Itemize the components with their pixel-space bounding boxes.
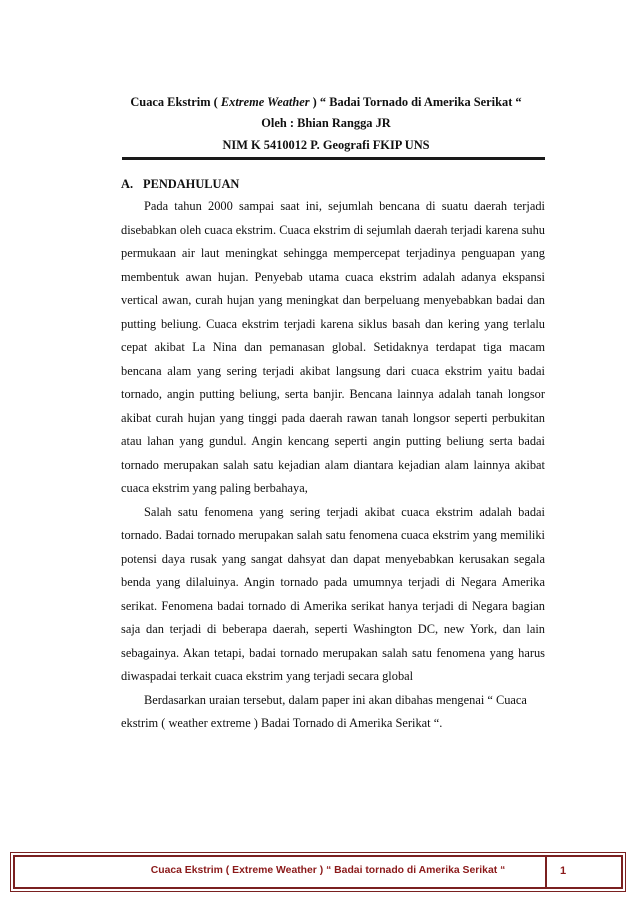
section-body (121, 195, 545, 736)
nim-line: NIM K 5410012 P. Geografi FKIP UNS (222, 138, 430, 152)
paragraph-1: Pada tahun 2000 sampai saat ini, sejumlah bencana di suatu daerah terjadi disebabkan oleh cuaca ekstrim. Cuaca ekstrim di sejumlah daerah terjadi karena suhu permukaan air laut meningkat sehingga mempercepat terjadinya penguapan yang membentuk awan hujan. Penyebab utama cuaca ekstrim adalah adanya ekspansi vertical awan, curah hujan yang meningkat dan berpeluang menyebabkan badai dan putting beliung. Cuaca ekstrim terjadi karena siklus basah dan kering yang terlalu cepat akibat La Nina dan pemanasan global. Setidaknya terdapat tiga macam bencana alam yang sering terjadi akibat langsung dari cuaca ekstrim yaitu badai tornado, angin putting beliung, serta banjir. Bencana lainnya adalah tanah longsor akibat curah hujan yang tinggi pada daerah rawan tanah longsor seperti perbukitan atau lahan yang gundul. Angin kencang seperti angin putting beliung serta badai tornado merupakan salah satu kejadian alam diantara kejadian alam lainnya akibat cuaca ekstrim yang paling berbahaya, (121, 199, 545, 495)
title-italic-text: Extreme Weather (220, 95, 310, 109)
page-number: 1 (560, 865, 567, 877)
section-number: A. (121, 177, 134, 191)
section-heading (121, 176, 239, 192)
paragraph-2: Salah satu fenomena yang sering terjadi akibat cuaca ekstrim adalah badai tornado. Badai tornado merupakan salah satu fenomena cuaca ekstrim yang memiliki potensi daya rusak yang sangat dahsyat dan dapat menyebabkan kerusakan segala benda yang dilaluinya. Angin tornado pada umumnya terjadi di Negara Amerika serikat. Fenomena badai tornado di Amerika serikat hanya terjadi di Negara bagian saja dan terjadi di beberapa daerah, seperti Washington DC, new York, dan lain sebagainya. Akan tetapi, badai tornado merupakan salah satu fenomena yang harus diwaspadai terkait cuaca ekstrim yang terjadi secara global (121, 504, 545, 683)
footer-title: Cuaca Ekstrim ( Extreme Weather ) “ Badai tornado di Amerika Serikat “ (150, 865, 506, 876)
section-title: PENDAHULUAN (143, 177, 240, 191)
document-title (110, 94, 542, 110)
title-text-part1: Cuaca Ekstrim ( (130, 95, 221, 109)
title-text-part2: ) “ Badai Tornado di Amerika Serikat “ (309, 95, 522, 109)
author-line: Oleh : Bhian Rangga JR (261, 116, 391, 130)
footer-separator (545, 855, 547, 889)
header-divider (122, 157, 545, 160)
paragraph-3: Berdasarkan uraian tersebut, dalam paper ini akan dibahas mengenai “ Cuaca ekstrim ( weather extreme ) Badai Tornado di Amerika Serikat “. (121, 692, 527, 730)
